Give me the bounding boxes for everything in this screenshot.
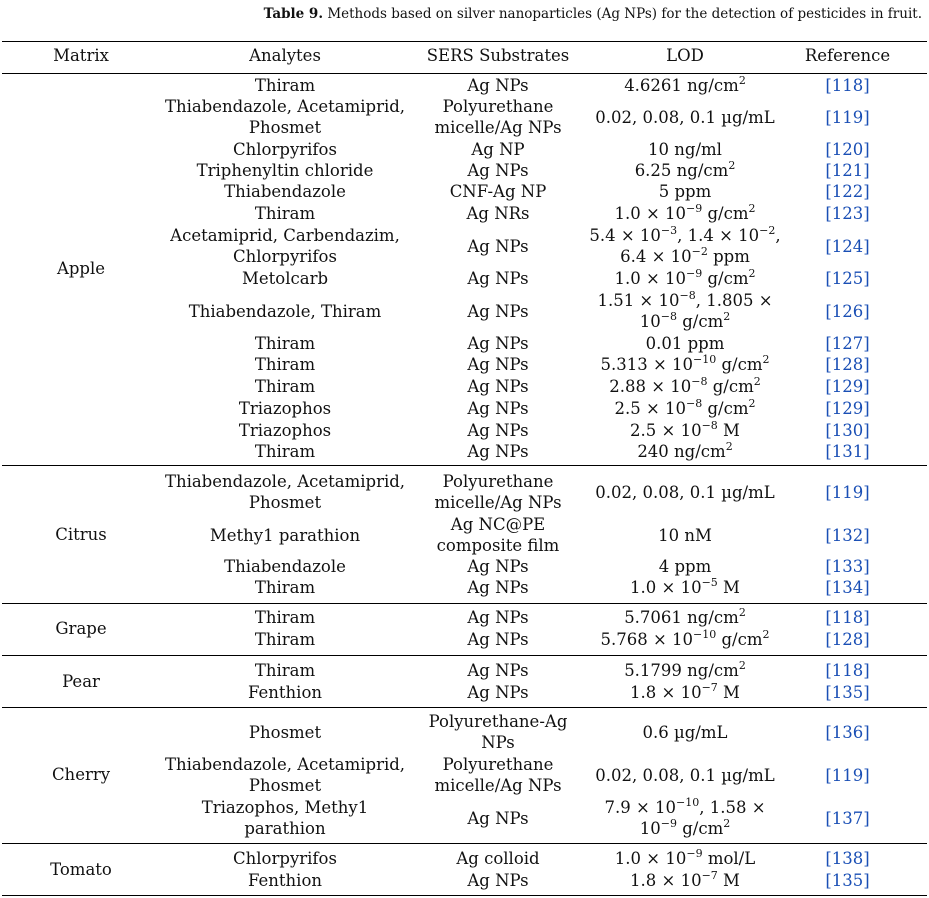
analyte-cell: Triazophos: [238, 421, 332, 440]
analyte-cell: Thiabendazole, Acetamiprid, Phosmet: [164, 472, 406, 512]
group-rule: [2, 895, 927, 896]
reference-cell[interactable]: [118]: [825, 76, 870, 95]
reference-cell[interactable]: [135]: [825, 683, 870, 702]
analyte-cell: Chlorpyrifos: [233, 140, 337, 159]
reference-cell[interactable]: [122]: [825, 182, 870, 201]
reference-cell[interactable]: [133]: [825, 557, 870, 576]
lod-cell: $2.5 \times 10^{-8}$ $g/cm^2$: [614, 396, 756, 418]
analyte-cell: Metolcarb: [241, 269, 329, 288]
substrate-cell: Ag NPs: [467, 661, 529, 680]
lod-cell: $2.5 \times 10^{-8}$ M: [630, 418, 740, 440]
substrate-cell: Ag NPs: [467, 442, 529, 461]
header-analytes: Analytes: [249, 46, 321, 65]
reference-cell[interactable]: [128]: [825, 630, 870, 649]
substrate-cell: Polyurethane micelle/Ag NPs: [434, 472, 562, 512]
header-reference: Reference: [804, 46, 891, 65]
lod-cell: $1.0 \times 10^{-9}$ $g/cm^2$: [614, 201, 756, 223]
reference-cell[interactable]: [118]: [825, 608, 870, 627]
lod-cell: $1.0 \times 10^{-9}$ $g/cm^2$: [614, 266, 756, 288]
reference-cell[interactable]: [129]: [825, 399, 870, 418]
header-matrix: Matrix: [53, 46, 109, 65]
table-label: Table 9.: [263, 6, 324, 22]
substrate-cell: Ag NPs: [467, 355, 529, 374]
lod-cell: $1.51 \times 10^{-8}$, 1.805 × $10^{-8}$ $g/cm^2$: [597, 288, 773, 331]
substrate-cell: Ag NPs: [467, 236, 529, 256]
reference-cell[interactable]: [123]: [825, 204, 870, 223]
reference-cell[interactable]: [125]: [825, 269, 870, 288]
reference-cell[interactable]: [138]: [825, 849, 870, 868]
matrix-cell-grape: Grape: [55, 618, 107, 638]
lod-cell: 0.02, 0.08, 0.1 µg/mL: [595, 482, 775, 502]
table-caption-text: Methods based on silver nanoparticles (Ag NPs) for the detection of pesticides in fruit.: [323, 6, 922, 22]
substrate-cell: CNF-Ag NP: [449, 182, 547, 201]
lod-cell: 4.6261 $ng/cm^2$: [624, 73, 746, 95]
analyte-cell: Thiabendazole, Thiram: [188, 301, 382, 321]
matrix-cell-pear: Pear: [62, 671, 100, 691]
header-rule: [2, 73, 927, 74]
analyte-cell: Thiabendazole: [224, 557, 346, 576]
analyte-cell: Thiram: [254, 334, 316, 353]
lod-cell: 5 ppm: [658, 182, 712, 201]
reference-cell[interactable]: [124]: [825, 236, 870, 256]
substrate-cell: Ag NC@PE composite film: [436, 515, 560, 555]
lod-cell: 10 nM: [658, 525, 712, 545]
reference-cell[interactable]: [118]: [825, 661, 870, 680]
substrate-cell: Ag NPs: [467, 421, 529, 440]
substrate-cell: Ag NRs: [466, 204, 530, 223]
analyte-cell: Fenthion: [247, 871, 323, 890]
lod-cell: 6.25 $ng/cm^2$: [634, 158, 736, 180]
substrate-cell: Ag NPs: [467, 377, 529, 396]
group-rule: [2, 707, 927, 708]
reference-cell[interactable]: [126]: [825, 301, 870, 321]
reference-cell[interactable]: [120]: [825, 140, 870, 159]
lod-cell: $5.768 \times 10^{-10}$ $g/cm^2$: [600, 627, 770, 649]
substrate-cell: Ag NP: [471, 140, 525, 159]
reference-cell[interactable]: [136]: [825, 722, 870, 742]
lod-cell: 0.02, 0.08, 0.1 µg/mL: [595, 107, 775, 127]
matrix-cell-apple: Apple: [56, 258, 106, 278]
analyte-cell: Thiabendazole, Acetamiprid, Phosmet: [164, 97, 406, 137]
lod-cell: 5.7061 $ng/cm^2$: [624, 605, 746, 627]
analyte-cell: Thiabendazole, Acetamiprid, Phosmet: [164, 755, 406, 795]
substrate-cell: Ag NPs: [467, 683, 529, 702]
lod-cell: $1.0 \times 10^{-9}$ mol/L: [614, 846, 756, 868]
analyte-cell: Triphenyltin chloride: [196, 161, 374, 180]
analyte-cell: Fenthion: [247, 683, 323, 702]
lod-cell: 0.02, 0.08, 0.1 µg/mL: [595, 765, 775, 785]
analyte-cell: Thiram: [254, 442, 316, 461]
substrate-cell: Ag NPs: [467, 301, 529, 321]
substrate-cell: Ag NPs: [467, 808, 529, 828]
group-rule: [2, 603, 927, 604]
lod-cell: 0.6 µg/mL: [642, 722, 728, 742]
lod-cell: 10 ng/ml: [648, 140, 722, 159]
reference-cell[interactable]: [135]: [825, 871, 870, 890]
analyte-cell: Thiram: [254, 355, 316, 374]
substrate-cell: Ag NPs: [467, 334, 529, 353]
reference-cell[interactable]: [137]: [825, 808, 870, 828]
top-rule: [2, 41, 927, 42]
substrate-cell: Ag NPs: [467, 630, 529, 649]
analyte-cell: Thiram: [254, 608, 316, 627]
reference-cell[interactable]: [134]: [825, 578, 870, 597]
matrix-cell-cherry: Cherry: [51, 765, 111, 784]
substrate-cell: Ag NPs: [467, 269, 529, 288]
reference-cell[interactable]: [130]: [825, 421, 870, 440]
substrate-cell: Ag NPs: [467, 578, 529, 597]
matrix-cell-tomato: Tomato: [50, 859, 112, 879]
substrate-cell: Ag NPs: [467, 161, 529, 180]
analyte-cell: Chlorpyrifos: [233, 849, 337, 868]
substrate-cell: Polyurethane-Ag NPs: [428, 712, 568, 752]
analyte-cell: Thiram: [254, 661, 316, 680]
substrate-cell: Ag colloid: [456, 849, 540, 868]
analyte-cell: Thiabendazole: [224, 182, 346, 201]
analyte-cell: Thiram: [254, 204, 316, 223]
substrate-cell: Ag NPs: [467, 871, 529, 890]
substrate-cell: Ag NPs: [467, 76, 529, 95]
analyte-cell: Thiram: [254, 377, 316, 396]
analyte-cell: Triazophos: [238, 399, 332, 418]
reference-cell[interactable]: [119]: [825, 107, 870, 127]
group-rule: [2, 465, 927, 466]
matrix-cell-citrus: Citrus: [55, 524, 107, 544]
table-caption: [0, 6, 922, 22]
substrate-cell: Ag NPs: [467, 399, 529, 418]
lod-cell: 5.1799 $ng/cm^2$: [624, 658, 746, 680]
analyte-cell: Phosmet: [248, 722, 322, 742]
analyte-cell: Thiram: [254, 578, 316, 597]
substrate-cell: Ag NPs: [467, 557, 529, 576]
header-sers-substrates: SERS Substrates: [426, 46, 570, 65]
substrate-cell: Ag NPs: [467, 608, 529, 627]
lod-cell: $5.4 \times 10^{-3}$, $1.4 \times 10^{-2}$, $6.4 \times 10^{-2}$ ppm: [589, 223, 781, 266]
lod-cell: $5.313 \times 10^{-10}$ $g/cm^2$: [600, 352, 770, 374]
reference-cell[interactable]: [129]: [825, 377, 870, 396]
group-rule: [2, 655, 927, 656]
substrate-cell: Polyurethane micelle/Ag NPs: [434, 97, 562, 137]
lod-cell: 240 $ng/cm^2$: [637, 439, 733, 461]
reference-cell[interactable]: [132]: [825, 525, 870, 545]
reference-cell[interactable]: [127]: [825, 334, 870, 353]
reference-cell[interactable]: [131]: [825, 442, 870, 461]
analyte-cell: Acetamiprid, Carbendazim, Chlorpyrifos: [170, 226, 400, 266]
lod-cell: $1.8 \times 10^{-7}$ M: [630, 868, 740, 890]
reference-cell[interactable]: [121]: [825, 161, 870, 180]
lod-cell: $7.9 \times 10^{-10}$, 1.58 × $10^{-9}$ $g/cm^2$: [604, 795, 766, 838]
analyte-cell: Thiram: [254, 76, 316, 95]
lod-cell: 0.01 ppm: [645, 334, 725, 353]
group-rule: [2, 843, 927, 844]
lod-cell: $1.8 \times 10^{-7}$ M: [630, 680, 740, 702]
analyte-cell: Methy1 parathion: [209, 525, 361, 545]
analyte-cell: Thiram: [254, 630, 316, 649]
lod-cell: $1.0 \times 10^{-5}$ M: [630, 575, 740, 597]
lod-cell: $2.88 \times 10^{-8}$ $g/cm^2$: [609, 374, 761, 396]
reference-cell[interactable]: [119]: [825, 482, 870, 502]
header-lod: LOD: [666, 46, 704, 65]
reference-cell[interactable]: [119]: [825, 765, 870, 785]
lod-cell: 4 ppm: [658, 557, 712, 576]
substrate-cell: Polyurethane micelle/Ag NPs: [434, 755, 562, 795]
reference-cell[interactable]: [128]: [825, 355, 870, 374]
analyte-cell: Triazophos, Methy1 parathion: [201, 798, 369, 838]
